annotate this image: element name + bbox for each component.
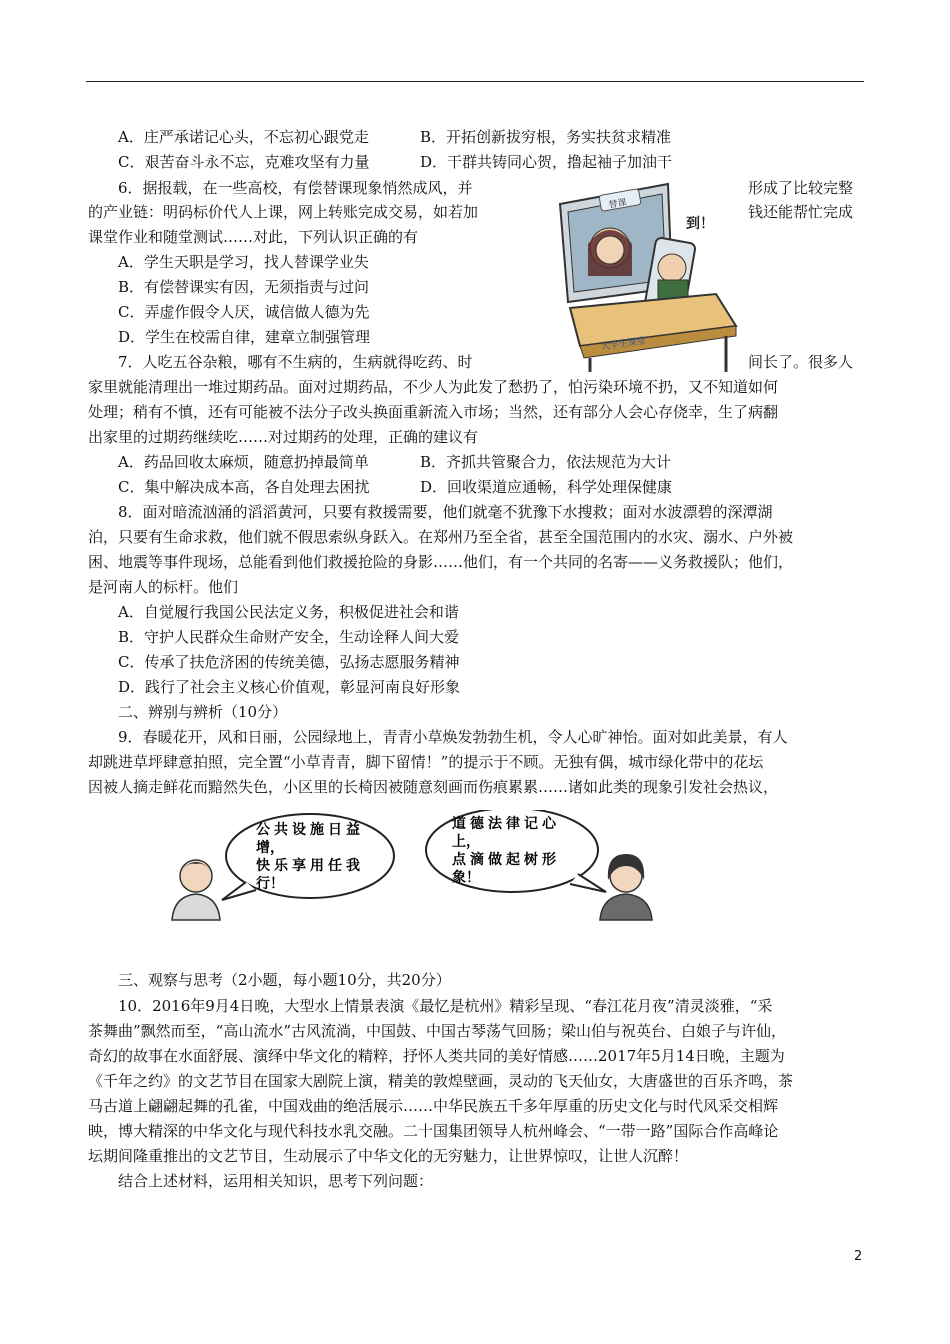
q6-option-c: C．弄虚作假令人厌，诚信做人德为先 [118, 303, 370, 321]
q6-line2-right: 钱还能帮忙完成 [748, 203, 854, 221]
q8-line1: 8．面对暗流汹涌的滔滔黄河，只要有救援需要，他们就毫不犹豫下水搜救；面对水波漂碧的深潭湖 [118, 503, 773, 521]
q6-option-a: A．学生天职是学习，找人替课学业失 [118, 253, 369, 271]
q7-line3: 处理；稍有不慎，还有可能被不法分子改头换面重新流入市场；当然，还有部分人会心存侥幸，生了病翻 [88, 403, 779, 421]
q7-option-b: B．齐抓共管聚合力，依法规范为大计 [420, 453, 672, 471]
q10-line7: 坛期间隆重推出的文艺节目，生动展示了中华文化的无穷魅力，让世界惊叹，让世人沉醉！ [88, 1147, 689, 1165]
girl-figure [600, 854, 652, 920]
q7-option-d: D．回收渠道应通畅，科学处理保健康 [420, 478, 673, 496]
q8-line4: 是河南人的标杆。他们 [88, 578, 239, 596]
speech-bubbles-cartoon [160, 810, 680, 930]
right-bubble-line3: 点滴做起树形 [452, 852, 560, 868]
q5-option-a: A．庄严承诺记心头，不忘初心跟党走 [118, 128, 369, 146]
q8-option-d: D．践行了社会主义核心价值观，彰显河南良好形象 [118, 678, 461, 696]
q8-option-c: C．传承了扶危济困的传统美德，弘扬志愿服务精神 [118, 653, 460, 671]
q6-option-d: D．学生在校需自律，建章立制强管理 [118, 328, 371, 346]
q10-line5: 马古道上翩翩起舞的孔雀，中国戏曲的绝活展示……中华民族五千多年厚重的历史文化与时代风采交相辉 [88, 1097, 779, 1115]
left-bubble-line4: 行！ [256, 876, 284, 892]
q10-line1: 10．2016年9月4日晚，大型水上情景表演《最忆是杭州》精彩呈现、“春江花月夜”清灵淡雅，“采 [118, 997, 773, 1015]
q9-line1: 9．春暖花开，风和日丽，公园绿地上，青青小草焕发勃勃生机，令人心旷神怡。面对如此美景，有人 [118, 728, 788, 746]
right-bubble-line2: 上， [452, 834, 480, 850]
q9-line3: 因被人摘走鲜花而黯然失色，小区里的长椅因被随意刻画而伤痕累累……诸如此类的现象引发社会热议， [88, 778, 779, 796]
q7-line1-left: 7．人吃五谷杂粮，哪有不生病的，生病就得吃药、时 [118, 353, 473, 371]
q10-line2: 茶舞曲”飘然而至，“高山流水”古风流淌，中国鼓、中国古琴荡气回肠；梁山伯与祝英台、白娘子与许仙， [88, 1022, 787, 1040]
left-bubble-line3: 快乐享用任我 [256, 858, 364, 874]
left-bubble-line2: 增， [256, 840, 284, 856]
q5-option-c: C．艰苦奋斗永不忘，克难攻坚有力量 [118, 153, 370, 171]
substitute-class-cartoon [540, 176, 740, 372]
header-rule [86, 81, 864, 82]
q10-line4: 《千年之约》的文艺节目在国家大剧院上演，精美的敦煌壁画，灵动的飞天仙女，大唐盛世的百乐齐鸣，茶 [88, 1072, 794, 1090]
section3-heading: 三、观察与思考（2小题，每小题10分，共20分） [118, 971, 451, 989]
right-bubble-line1: 道德法律记心 [452, 816, 560, 832]
section2-heading: 二、辨别与辨析（10分） [118, 703, 288, 721]
right-bubble-line4: 象！ [452, 870, 480, 886]
q7-option-c: C．集中解决成本高，各自处理去困扰 [118, 478, 370, 496]
q5-option-d: D．干群共铸同心贺，撸起袖子加油干 [420, 153, 673, 171]
q9-line2: 却跳进草坪肆意拍照，完全置“小草青青，脚下留情！”的提示于不顾。无独有偶，城市绿化带中的花坛 [88, 753, 764, 771]
q7-option-a: A．药品回收太麻烦，随意扔掉最简单 [118, 453, 369, 471]
q6-line2-left: 的产业链：明码标价代人上课，网上转账完成交易，如若加 [88, 203, 479, 221]
left-bubble-line1: 公共设施日益 [256, 822, 364, 838]
q10-line8: 结合上述材料，运用相关知识，思考下列问题： [118, 1172, 434, 1190]
q5-option-b: B．开拓创新拔穷根，务实扶贫求精准 [420, 128, 672, 146]
badge-text: 替课 [608, 197, 628, 211]
boy-figure [172, 860, 220, 920]
q6-line1-right: 形成了比较完整 [748, 179, 854, 197]
q7-line2: 家里就能清理出一堆过期药品。面对过期药品，不少人为此发了愁扔了，怕污染环境不扔，又不知道如何 [88, 378, 779, 396]
q10-line6: 映，博大精深的中华文化与现代科技水乳交融。二十国集团领导人杭州峰会、“一带一路”国际合作高峰论 [88, 1122, 779, 1140]
q6-option-b: B．有偿替课实有因，无须指责与过问 [118, 278, 370, 296]
q8-line2: 泊，只要有生命求救，他们就不假思索纵身跃入。在郑州乃至全省，甚至全国范围内的水灾、溺水、户外被 [88, 528, 794, 546]
q6-line3: 课堂作业和随堂测试……对此，下列认识正确的有 [88, 228, 419, 246]
page-number: 2 [854, 1249, 863, 1264]
q7-line4: 出家里的过期药继续吃……对过期药的处理，正确的建议有 [88, 428, 479, 446]
q8-line3: 困、地震等事件现场，总能看到他们救援抢险的身影……他们，有一个共同的名寄——义务救援队；他们， [88, 553, 794, 571]
desk-label-text: 大学生课堂 [600, 336, 647, 353]
q7-line1-right: 间长了。很多人 [748, 353, 854, 371]
speech-text: 到！ [686, 216, 714, 232]
q10-line3: 奇幻的故事在水面舒展、演绎中华文化的精粹，抒怀人类共同的美好情感……2017年5月14日晚，主题为 [88, 1047, 785, 1065]
q8-option-b: B．守护人民群众生命财产安全，生动诠释人间大爱 [118, 628, 460, 646]
q6-line1-left: 6．据报载，在一些高校，有偿替课现象悄然成风，并 [118, 179, 473, 197]
q8-option-a: A．自觉履行我国公民法定义务，积极促进社会和谐 [118, 603, 459, 621]
